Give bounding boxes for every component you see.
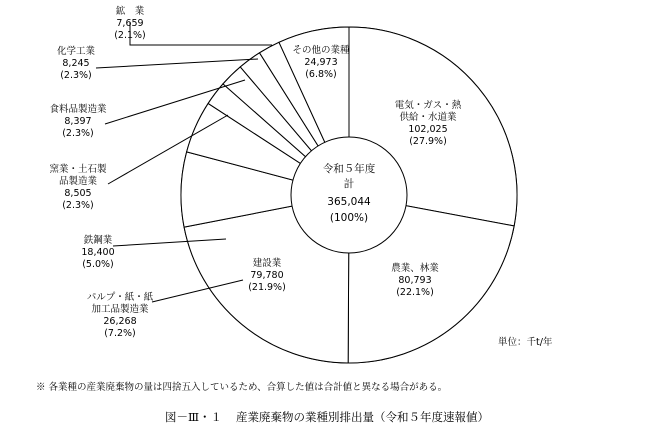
figure-title: 産業廃棄物の業種別排出量（令和５年度速報値） (236, 410, 490, 424)
slice-name-8-1: 化学工業 (56, 46, 96, 57)
slice-percent-5: (5.0%) (82, 259, 114, 270)
center-subtitle: 計 (343, 178, 355, 190)
slice-name-4-1: パルプ・紙・紙 (86, 292, 154, 303)
figure-number: 図－Ⅲ・１ (164, 410, 223, 424)
center-percent: (100%) (329, 212, 369, 224)
leader-line-9 (130, 22, 272, 45)
figure-caption (0, 409, 654, 425)
slice-name-4-2: 加工品製造業 (91, 304, 149, 315)
slice-name-5-1: 鉄鋼業 (83, 235, 113, 246)
footnote: ※ 各業種の産業廃棄物の量は四捨五入しているため、合算した値は合計値と異なる場合がある。 (36, 382, 448, 393)
slice-value-7: 8,397 (64, 116, 92, 127)
slice-name-6-2: 品製造業 (58, 176, 98, 187)
slice-value-3: 79,780 (250, 270, 284, 281)
slice-name-7-1: 食料品製造業 (49, 104, 107, 115)
center-value: 365,044 (327, 196, 371, 208)
slice-value-5: 18,400 (81, 247, 115, 258)
slice-name-9-1: 鉱 業 (115, 6, 145, 17)
slice-value-1: 102,025 (408, 124, 448, 135)
slice-percent-7: (2.3%) (62, 128, 94, 139)
slice-percent-9: (2.1%) (114, 30, 146, 41)
slice-value-8: 8,245 (62, 58, 90, 69)
center-title: 令和５年度 (322, 163, 376, 175)
slice-value-4: 26,268 (103, 316, 137, 327)
slice-percent-4: (7.2%) (104, 328, 136, 339)
slice-percent-1: (27.9%) (409, 136, 447, 147)
slice-name-1-1: 電気・ガス・熱 (394, 100, 462, 111)
unit-label: 単位：千t/年 (498, 337, 553, 348)
slice-name-3-1: 建設業 (252, 258, 282, 269)
pie-center-circle (291, 137, 407, 253)
slice-value-10: 24,973 (304, 57, 338, 68)
slice-percent-3: (21.9%) (248, 282, 286, 293)
slice-name-2-1: 農業、林業 (391, 263, 439, 274)
slice-percent-10: (6.8%) (305, 69, 337, 80)
slice-value-9: 7,659 (116, 18, 144, 29)
slice-name-10-1: その他の業種 (292, 45, 350, 56)
slice-name-1-2: 供給・水道業 (399, 112, 457, 123)
slice-percent-2: (22.1%) (396, 287, 434, 298)
slice-value-2: 80,793 (398, 275, 432, 286)
leader-line-8 (96, 59, 258, 68)
slice-value-6: 8,505 (64, 188, 92, 199)
slice-name-6-1: 窯業・土石製 (49, 164, 107, 175)
slice-percent-8: (2.3%) (60, 70, 92, 81)
slice-percent-6: (2.3%) (62, 200, 94, 211)
